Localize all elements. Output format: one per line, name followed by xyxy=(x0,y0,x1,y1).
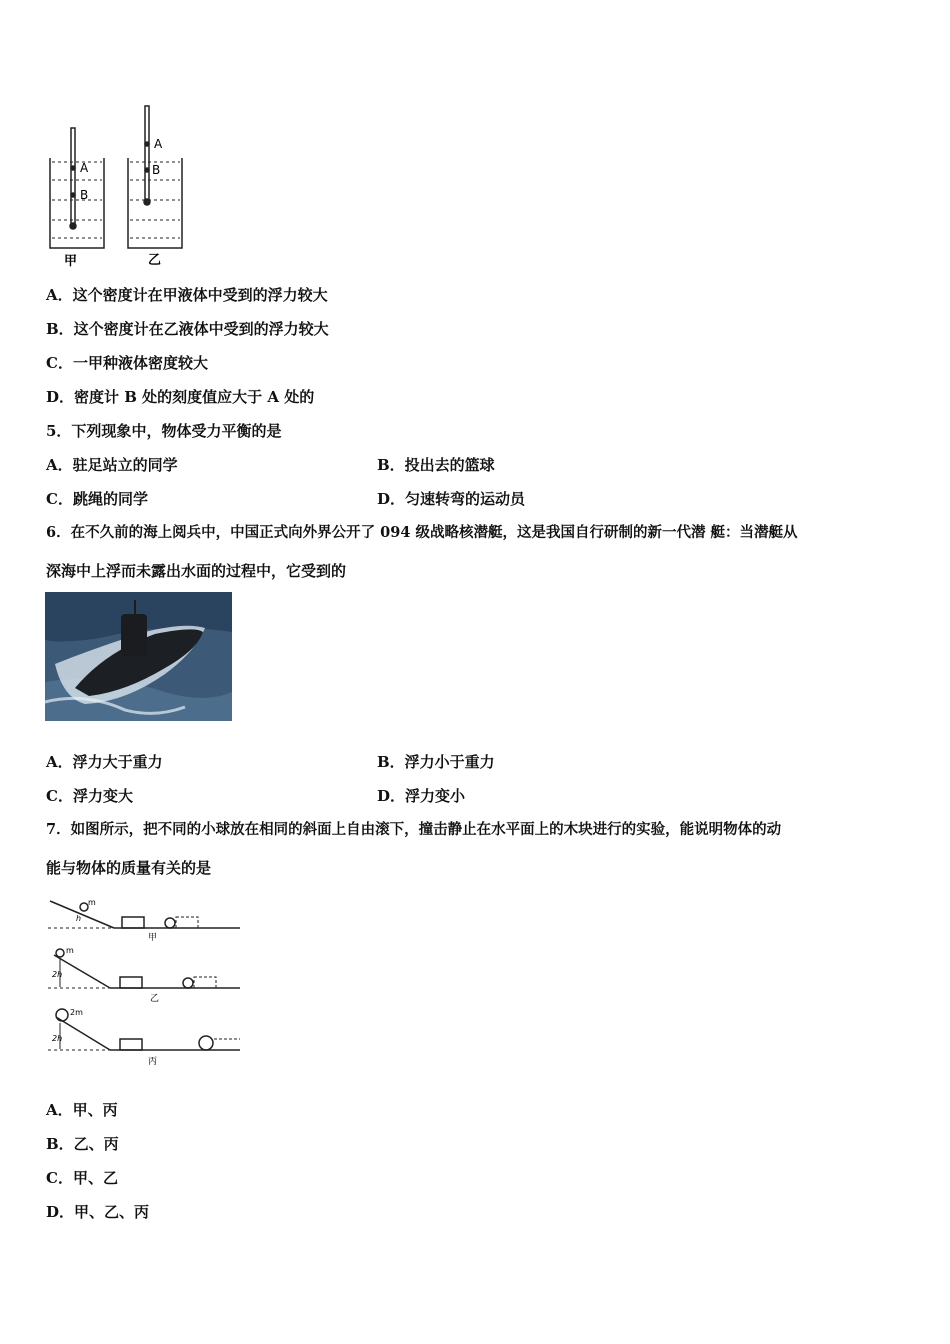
q5-option-a: A．驻足站立的同学 xyxy=(46,456,178,474)
svg-text:A: A xyxy=(154,137,163,151)
q5-option-c: C．跳绳的同学 xyxy=(46,490,148,508)
q4-option-d: D．密度计 B 处的刻度值应大于 A 处的 xyxy=(46,388,315,406)
svg-text:2m: 2m xyxy=(70,1008,83,1017)
ramp-experiment-figure xyxy=(44,893,244,1068)
svg-text:B: B xyxy=(152,163,161,177)
q7-option-c: C．甲、乙 xyxy=(46,1169,118,1187)
svg-text:A: A xyxy=(80,161,89,175)
svg-text:丙: 丙 xyxy=(148,1057,158,1067)
q7-stem-line2: 能与物体的质量有关的是 xyxy=(46,859,212,877)
svg-text:m: m xyxy=(66,946,74,955)
q6-option-d: D．浮力变小 xyxy=(377,787,466,805)
q6-stem-line1: 6．在不久前的海上阅兵中，中国正式向外界公开了 094 级战略核潜艇，这是我国自行研制的新一代潜 艇：当潜艇从 xyxy=(46,524,798,541)
q7-option-b: B．乙、丙 xyxy=(46,1135,119,1153)
q5-stem: 5．下列现象中，物体受力平衡的是 xyxy=(46,422,282,440)
svg-text:乙: 乙 xyxy=(148,253,162,268)
q6-option-c: C．浮力变大 xyxy=(46,787,133,805)
q5-option-b: B．投出去的篮球 xyxy=(377,456,495,474)
q6-option-a: A．浮力大于重力 xyxy=(46,753,163,771)
q7-option-a: A．甲、丙 xyxy=(46,1101,118,1119)
q6-option-b: B．浮力小于重力 xyxy=(377,753,495,771)
q4-option-b: B．这个密度计在乙液体中受到的浮力较大 xyxy=(46,320,329,338)
q4-option-a: A．这个密度计在甲液体中受到的浮力较大 xyxy=(46,286,328,304)
submarine-photo xyxy=(45,592,232,721)
svg-text:乙: 乙 xyxy=(150,994,160,1004)
q5-option-d: D．匀速转弯的运动员 xyxy=(377,490,526,508)
q7-stem-line1: 7．如图所示，把不同的小球放在相同的斜面上自由滚下，撞击静止在水平面上的木块进行的实验，能说明物体的动 xyxy=(46,821,782,838)
svg-text:甲: 甲 xyxy=(148,933,158,943)
svg-text:2h: 2h xyxy=(52,1034,63,1043)
densimeter-figure xyxy=(44,100,194,270)
q6-stem-line2: 深海中上浮而未露出水面的过程中，它受到的 xyxy=(46,562,347,580)
svg-text:m: m xyxy=(88,898,96,907)
svg-text:2h: 2h xyxy=(52,970,63,979)
svg-text:甲: 甲 xyxy=(64,254,78,269)
svg-text:h: h xyxy=(76,914,82,923)
svg-text:B: B xyxy=(80,188,89,202)
q4-option-c: C．一甲种液体密度较大 xyxy=(46,354,208,372)
q7-option-d: D．甲、乙、丙 xyxy=(46,1203,150,1221)
